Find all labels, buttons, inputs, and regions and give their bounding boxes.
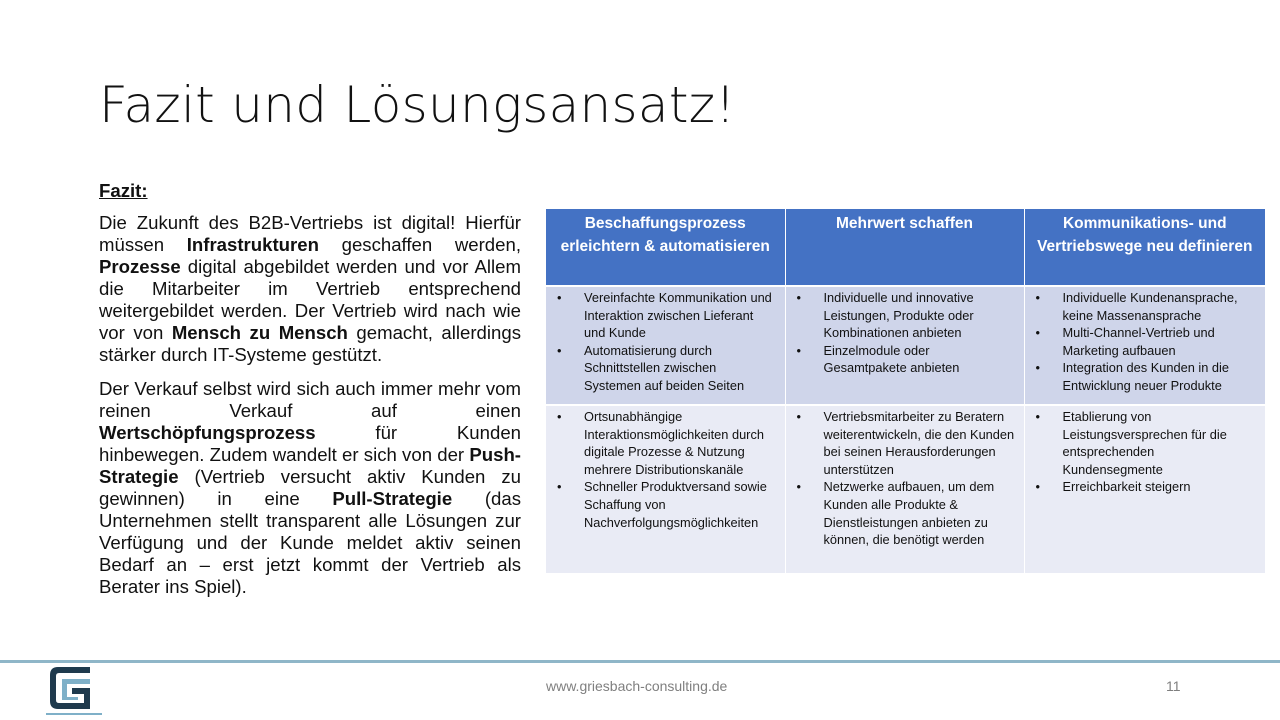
fazit-text-block <box>99 180 521 610</box>
page-number: 11 <box>1166 678 1181 694</box>
table-header-cell: Kommunikations- und Vertriebswege neu definieren <box>1024 209 1265 286</box>
bullet-item: • Automatisierung durch Schnittstellen zwischen Systemen auf beiden Seiten <box>584 342 777 395</box>
table-cell <box>785 286 1024 405</box>
bullet-item: • Multi-Channel-Vertrieb und Marketing aufbauen <box>1063 324 1258 359</box>
footer-url[interactable]: www.griesbach-consulting.de <box>546 678 728 694</box>
bullet-item: • Individuelle und innovative Leistungen, Produkte oder Kombinationen anbieten <box>824 289 1016 342</box>
bullet-item: • Individuelle Kundenansprache, keine Massenansprache <box>1063 289 1258 324</box>
bullet-item: • Etablierung von Leistungsversprechen für die entsprechenden Kundensegmente <box>1063 408 1258 478</box>
table-cell <box>546 405 785 573</box>
bullet-item: • Schneller Produktversand sowie Schaffung von Nachverfolgungsmöglichkeiten <box>584 478 777 531</box>
table-cell <box>546 286 785 405</box>
bullet-item: • Vertriebsmitarbeiter zu Beratern weiterentwickeln, die den Kunden bei seinen Herausforderungen unterstützen <box>824 408 1016 478</box>
slide-title: Fazit und Lösungsansatz! <box>99 76 736 134</box>
table-row <box>546 286 1265 405</box>
fazit-heading: Fazit: <box>99 180 148 201</box>
table-cell <box>1024 405 1265 573</box>
bullet-item: • Vereinfachte Kommunikation und Interaktion zwischen Lieferant und Kunde <box>584 289 777 342</box>
bullet-item: • Netzwerke aufbauen, um dem Kunden alle Produkte & Dienstleistungen anbieten zu können, die benötigt werden <box>824 478 1016 548</box>
solution-table <box>546 209 1265 573</box>
bullet-item: • Einzelmodule oder Gesamtpakete anbieten <box>824 342 1016 377</box>
bullet-item: • Integration des Kunden in die Entwicklung neuer Produkte <box>1063 359 1258 394</box>
fazit-paragraph-2: Der Verkauf selbst wird sich auch immer mehr vom reinen Verkauf auf einen Wertschöpfungsprozess für Kunden hinbewegen. Zudem wandelt er sich von der Push-Strategie (Vertrieb versucht aktiv Kunden zu gewinnen) in eine Pull-Strategie (das Unternehmen stellt transparent alle Lösungen zur Verfügung und der Kunde meldet aktiv seinen Bedarf an – erst jetzt kommt der Vertrieb als Berater ins Spiel). <box>99 378 521 597</box>
gc-logo-icon <box>46 664 102 716</box>
table-header-cell: Beschaffungsprozess erleichtern & automatisieren <box>546 209 785 286</box>
bullet-item: • Erreichbarkeit steigern <box>1063 478 1258 496</box>
fazit-paragraph-1: Die Zukunft des B2B-Vertriebs ist digital! Hierfür müssen Infrastrukturen geschaffen werden, Prozesse digital abgebildet werden und vor Allem die Mitarbeiter im Vertrieb entsprechend weitergebildet werden. Der Vertrieb wird nach wie vor von Mensch zu Mensch gemacht, allerdings stärker durch IT-Systeme gestützt. <box>99 212 521 365</box>
bullet-item: • Ortsunabhängige Interaktionsmöglichkeiten durch digitale Prozesse & Nutzung mehrere Distributionskanäle <box>584 408 777 478</box>
table-row <box>546 405 1265 573</box>
table-header-cell: Mehrwert schaffen <box>785 209 1024 286</box>
table-cell <box>785 405 1024 573</box>
table-cell <box>1024 286 1265 405</box>
footer-divider <box>0 660 1280 663</box>
table-header-row <box>546 209 1265 286</box>
